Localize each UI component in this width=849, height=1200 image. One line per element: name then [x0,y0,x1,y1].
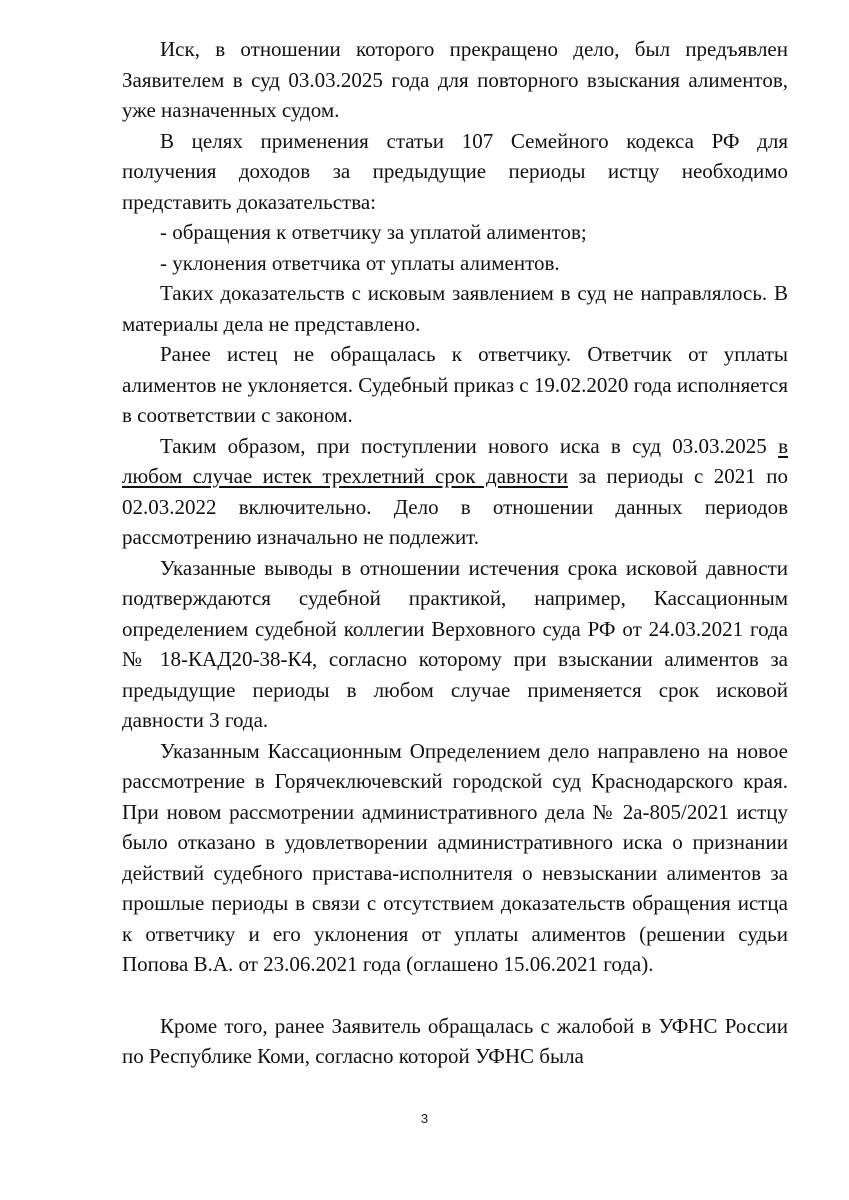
list-item-appeal-to-defendant: - обращения к ответчику за уплатой алиментов; [160,220,587,244]
limitation-text-after: за периоды с 2021 по 02.03.2022 включительно. Дело в отношении данных периодов рассмотрению изначально не подлежит. [122,464,788,549]
document-body [122,34,788,1072]
paragraph-tax-complaint: Кроме того, ранее Заявитель обращалась с жалобой в УФНС России по Республике Коми, согласно которой УФНС была [122,1013,788,1068]
paragraph-spacer [122,980,788,1011]
paragraph-court-practice: Указанные выводы в отношении истечения срока исковой давности подтверждаются судебной практикой, например, Кассационным определением судебной коллегии Верховного суда РФ от 24.03.2021 года № 18-КАД20-38-К4, согласно которому при взыскании алиментов за предыдущие периоды в любом случае применяется срок исковой давности 3 года. [122,555,788,732]
paragraph-article-107: В целях применения статьи 107 Семейного кодекса РФ для получения доходов за предыдущие периоды истцу необходимо представить доказательства: [122,128,788,214]
paragraph-limitation-period [122,431,788,553]
limitation-underlined-text: в любом случае истек трехлетний срок давности [122,433,788,488]
limitation-text-before: Таким образом, при поступлении нового иска в суд 03.03.2025 [160,433,779,458]
paragraph-no-evidence: Таких доказательств с исковым заявлением в суд не направлялось. В материалы дела не представлено. [122,281,788,336]
paragraph-claim-submission: Иск, в отношении которого прекращено дело, был предъявлен Заявителем в суд 03.03.2025 года для повторного взыскания алиментов, уже назначенных судом. [122,37,788,122]
paragraph-defendant-compliance: Ранее истец не обращалась к ответчику. Ответчик от уплаты алиментов не уклоняется. Судебный приказ с 19.02.2020 года исполняется в соответствии с законом. [122,342,788,427]
list-item-evasion: - уклонения ответчика от уплаты алиментов. [160,250,560,275]
page-number: 3 [420,1111,429,1126]
paragraph-cassation-ruling: Указанным Кассационным Определением дело направлено на новое рассмотрение в Горячеключевский городской суд Краснодарского края. При новом рассмотрении административного дела № 2а-805/2021 истцу было отказано в удовлетворении административного иска о признании действий судебного пристава-исполнителя о невзыскании алиментов за прошлые периоды в связи с отсутствием доказательств обращения истца к ответчику и его уклонения от уплаты алиментов (решении судьи Попова В.А. от 23.06.2021 года (оглашено 15.06.2021 года). [122,738,788,976]
